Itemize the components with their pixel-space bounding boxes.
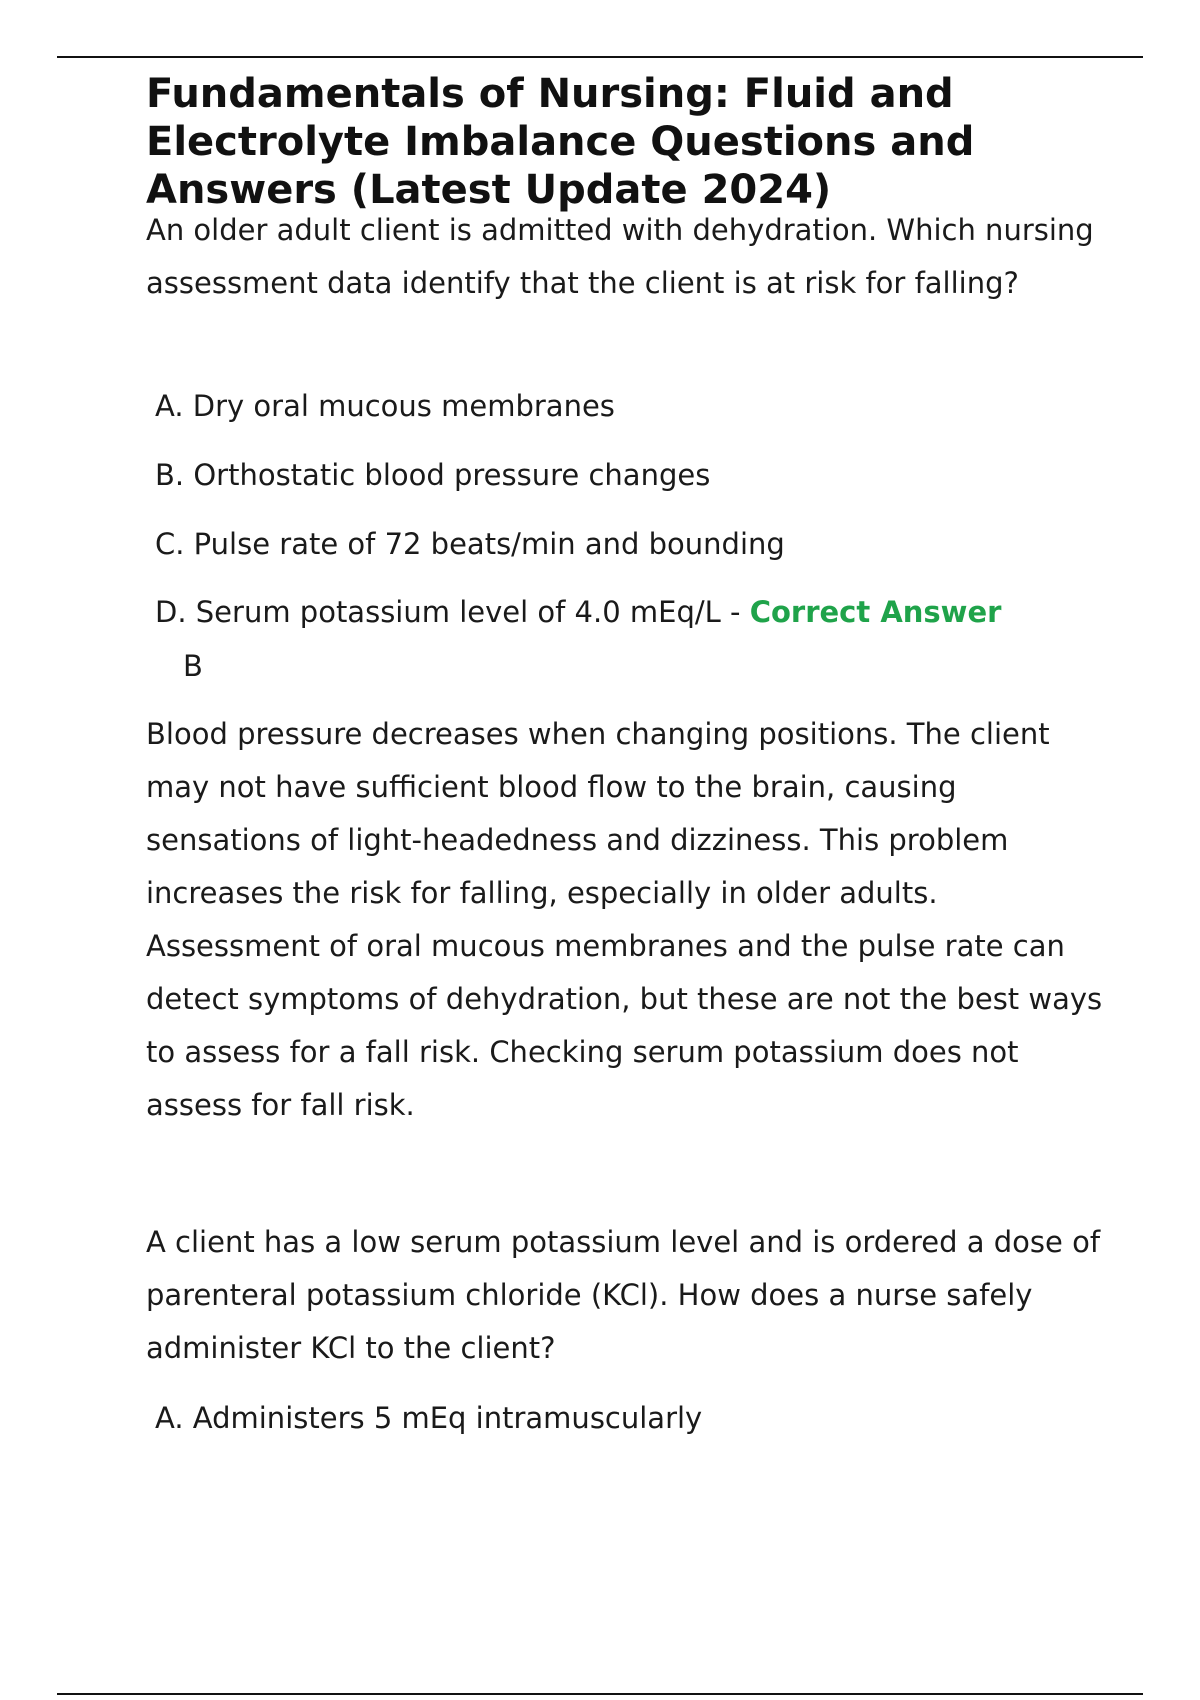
- question-1-option-c: C. Pulse rate of 72 beats/min and bounding: [155, 527, 785, 561]
- question-1-option-a: A. Dry oral mucous membranes: [155, 389, 615, 423]
- question-1-option-d: [155, 592, 1001, 632]
- top-rule: [57, 56, 1143, 58]
- page-title: Fundamentals of Nursing: Fluid and Electrolyte Imbalance Questions and Answers (Latest Update 2024): [146, 71, 975, 213]
- correct-answer-label: Correct Answer: [749, 595, 1002, 629]
- question-2-text: A client has a low serum potassium level and is ordered a dose of parenteral potassium chloride (KCl). How does a nurse safely administer KCl to the client?: [146, 1225, 1101, 1365]
- bottom-rule: [57, 1693, 1143, 1695]
- question-1-text: An older adult client is admitted with dehydration. Which nursing assessment data identify that the client is at risk for falling?: [146, 213, 1094, 300]
- question-1-option-d-text: D. Serum potassium level of 4.0 mEq/L -: [155, 595, 750, 629]
- question-1-answer: B: [183, 649, 203, 683]
- question-1-explanation: Blood pressure decreases when changing positions. The client may not have sufficient blood flow to the brain, causing sensations of light-headedness and dizziness. This problem increases the risk for falling, especially in older adults. Assessment of oral mucous membranes and the pulse rate can detect symptoms of dehydration, but these are not the best ways to assess for a fall risk. Checking serum potassium does not assess for fall risk.: [146, 717, 1103, 1122]
- question-1-option-b: B. Orthostatic blood pressure changes: [155, 458, 711, 492]
- question-2-option-a: A. Administers 5 mEq intramuscularly: [155, 1401, 703, 1435]
